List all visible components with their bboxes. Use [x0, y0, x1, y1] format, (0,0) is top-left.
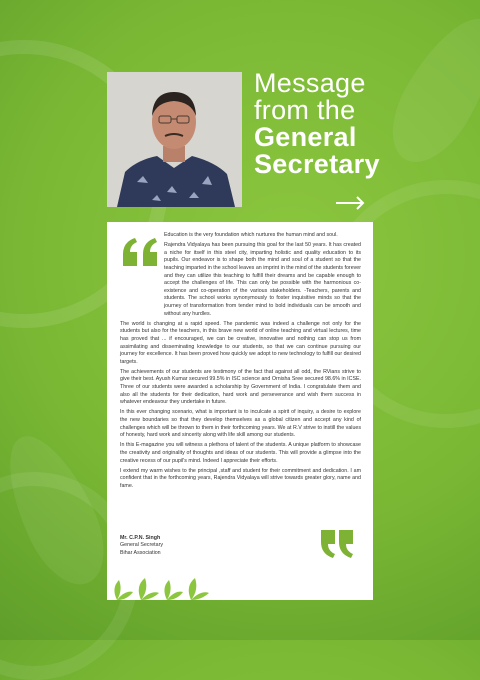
message-paragraph: In this ever changing scenario, what is important is to inculcate a spirit of inquiry, a desire to explore the new boundaries so that they develop themselves as a global citizen and accept any kind of challenges which will be thrown to them in their forthcoming years. We at R.V strive to instill the values of honesty, hard work and sincerity along with life skill among our students.	[120, 409, 361, 439]
title-line-3: General	[254, 122, 357, 152]
arrow-icon	[336, 196, 366, 210]
message-paragraph: In this E-magazine you will witness a plethora of talent of the students. A unique platform to showcase the creativity and originality of thoughts and ideas of our students. This will provide a glimpse into the creative recess of our pupil's mind. Indeed I appreciate their efforts.	[120, 442, 361, 464]
signature-block	[120, 535, 163, 557]
quote-close-icon	[317, 528, 357, 560]
message-paragraph: The world is changing at a rapid speed. The pandemic was indeed a challenge not only for the students but also for the teachers, in this brave new world of online teaching and virtual lectures, time has proved that ... if encouraged, we can be creative, innovative and nothing can stop us from assimilating and disseminating knowledge to our students, so that we can continue pursuing our journey for excellence. It has been proved how quickly we adopt to new technology to fulfill our desired targets.	[120, 320, 361, 365]
message-paragraph: I extend my warm wishes to the principal ,staff and student for their commitment and dedication. I am confident that in the forthcoming years, Rajendra Vidyalaya will strive towards greater glory, name and fame.	[120, 467, 361, 489]
sprout-icon	[107, 566, 373, 600]
message-body	[120, 232, 361, 493]
signature-name: Mr. C.P.N. Singh	[120, 535, 161, 541]
signature-org: Bihar Association	[120, 549, 161, 556]
title-line-1: Message	[254, 68, 366, 98]
portrait-photo	[107, 72, 242, 207]
page-title	[254, 70, 380, 178]
signature-role: General Secretary	[120, 542, 163, 549]
message-intro: Education is the very foundation which nurtures the human mind and soul.	[164, 232, 338, 238]
message-card	[107, 222, 373, 600]
message-paragraph: Rajendra Vidyalaya has been pursuing this goal for the last 50 years. It has created a niche for itself in this steel city, imparting holistic and quality education to its pupils. Our endeavor is to shape both the mind and soul of a student so that the teaching imparted in the school leaves an imprint in the mind of the students forever and they can utilize this teaching to fulfill their dreams and be capable enough to accept the challenges of life. This can only be possible with the harmonious co-existence and co-operation of the various stakeholders. -Teachers, parents and students. The school works synonymously to foster inquisitive minds so that the journey of transformation from tender mind to bold individuals can be smooth and without any hurdles.	[164, 242, 361, 317]
message-paragraph: The achievements of our students are testimony of the fact that against all odd, the RVians strive to give their best. Ayush Kumar secured 99.5% in ISC science and Ornisha Sree secured 98.6% in ICSE. Three of our students were awarded a scholarship by Government of India. I congratulate them and also all the students for their dedication, hard work and perseverance and wish them success in whatever endeavour they undertake in future.	[120, 368, 361, 406]
title-line-2: from the	[254, 95, 356, 125]
title-line-4: Secretary	[254, 149, 380, 179]
background-leaf	[375, 3, 480, 177]
